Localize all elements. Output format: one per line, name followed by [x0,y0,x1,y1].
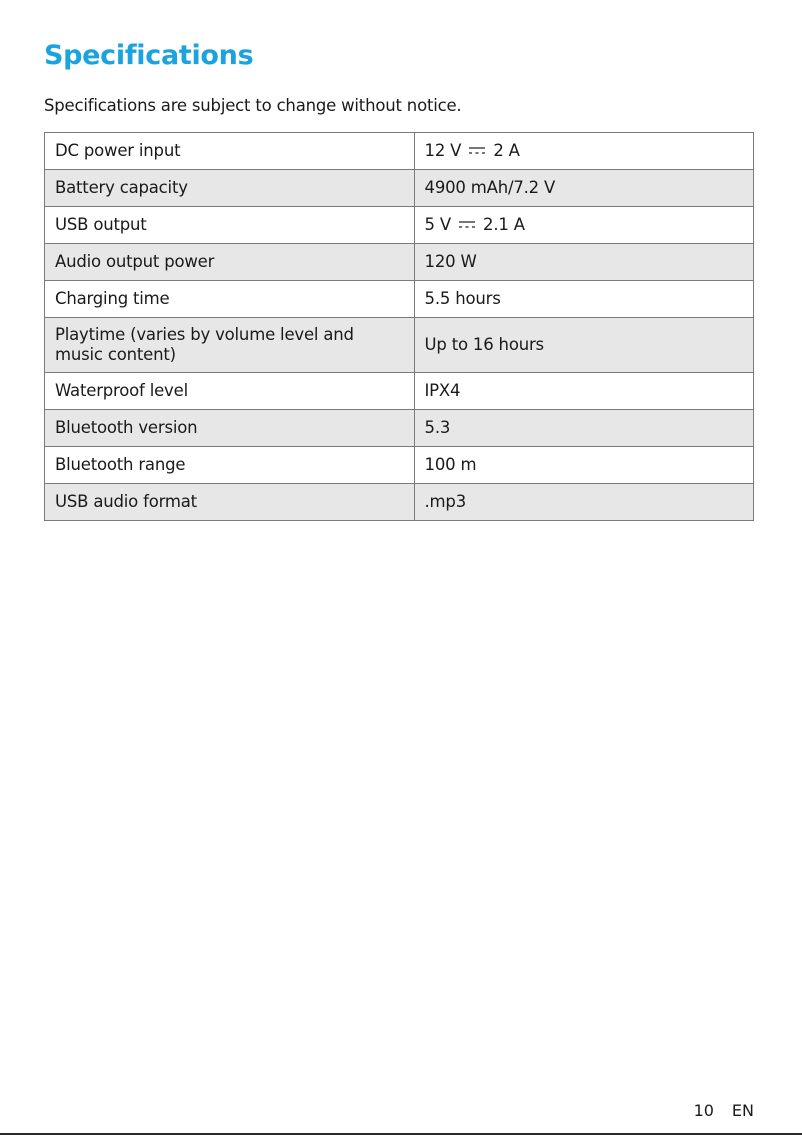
spec-value: 120 W [414,244,753,281]
spec-value: IPX4 [414,373,753,410]
spec-row-audio-output-power [45,244,754,281]
spec-value: 100 m [414,447,753,484]
page-footer [694,1101,754,1120]
bottom-rule [0,1133,802,1135]
spec-value: Up to 16 hours [414,318,753,373]
spec-value [414,133,753,170]
spec-value: 4900 mAh/7.2 V [414,170,753,207]
spec-value [414,207,753,244]
spec-value: 5.5 hours [414,281,753,318]
spec-row-usb-audio-format [45,484,754,521]
page-title: Specifications [44,40,254,71]
spec-table [44,132,754,521]
spec-label: Audio output power [45,244,415,281]
spec-label: Bluetooth version [45,410,415,447]
spec-row-bluetooth-range [45,447,754,484]
spec-label: DC power input [45,133,415,170]
spec-value-voltage: 5 V [424,215,451,234]
page-number: 10 [693,1101,714,1120]
spec-value-current: 2 A [493,141,520,160]
spec-label: Battery capacity [45,170,415,207]
spec-row-dc-power-input [45,133,754,170]
spec-value: .mp3 [414,484,753,521]
spec-row-waterproof-level [45,373,754,410]
spec-label: Waterproof level [45,373,415,410]
spec-value-voltage: 12 V [424,141,462,160]
spec-value: 5.3 [414,410,753,447]
spec-label: USB output [45,207,415,244]
spec-label: Playtime (varies by volume level and music content) [45,318,415,373]
dc-current-icon [468,146,486,155]
spec-label: Charging time [45,281,415,318]
spec-row-battery-capacity [45,170,754,207]
spec-value-current: 2.1 A [483,215,525,234]
dc-current-icon [458,220,476,229]
spec-row-playtime [45,318,754,373]
spec-row-usb-output [45,207,754,244]
spec-label: Bluetooth range [45,447,415,484]
spec-row-charging-time [45,281,754,318]
spec-row-bluetooth-version [45,410,754,447]
language-code: EN [731,1101,754,1120]
intro-note: Specifications are subject to change without notice. [44,96,462,115]
spec-label: USB audio format [45,484,415,521]
